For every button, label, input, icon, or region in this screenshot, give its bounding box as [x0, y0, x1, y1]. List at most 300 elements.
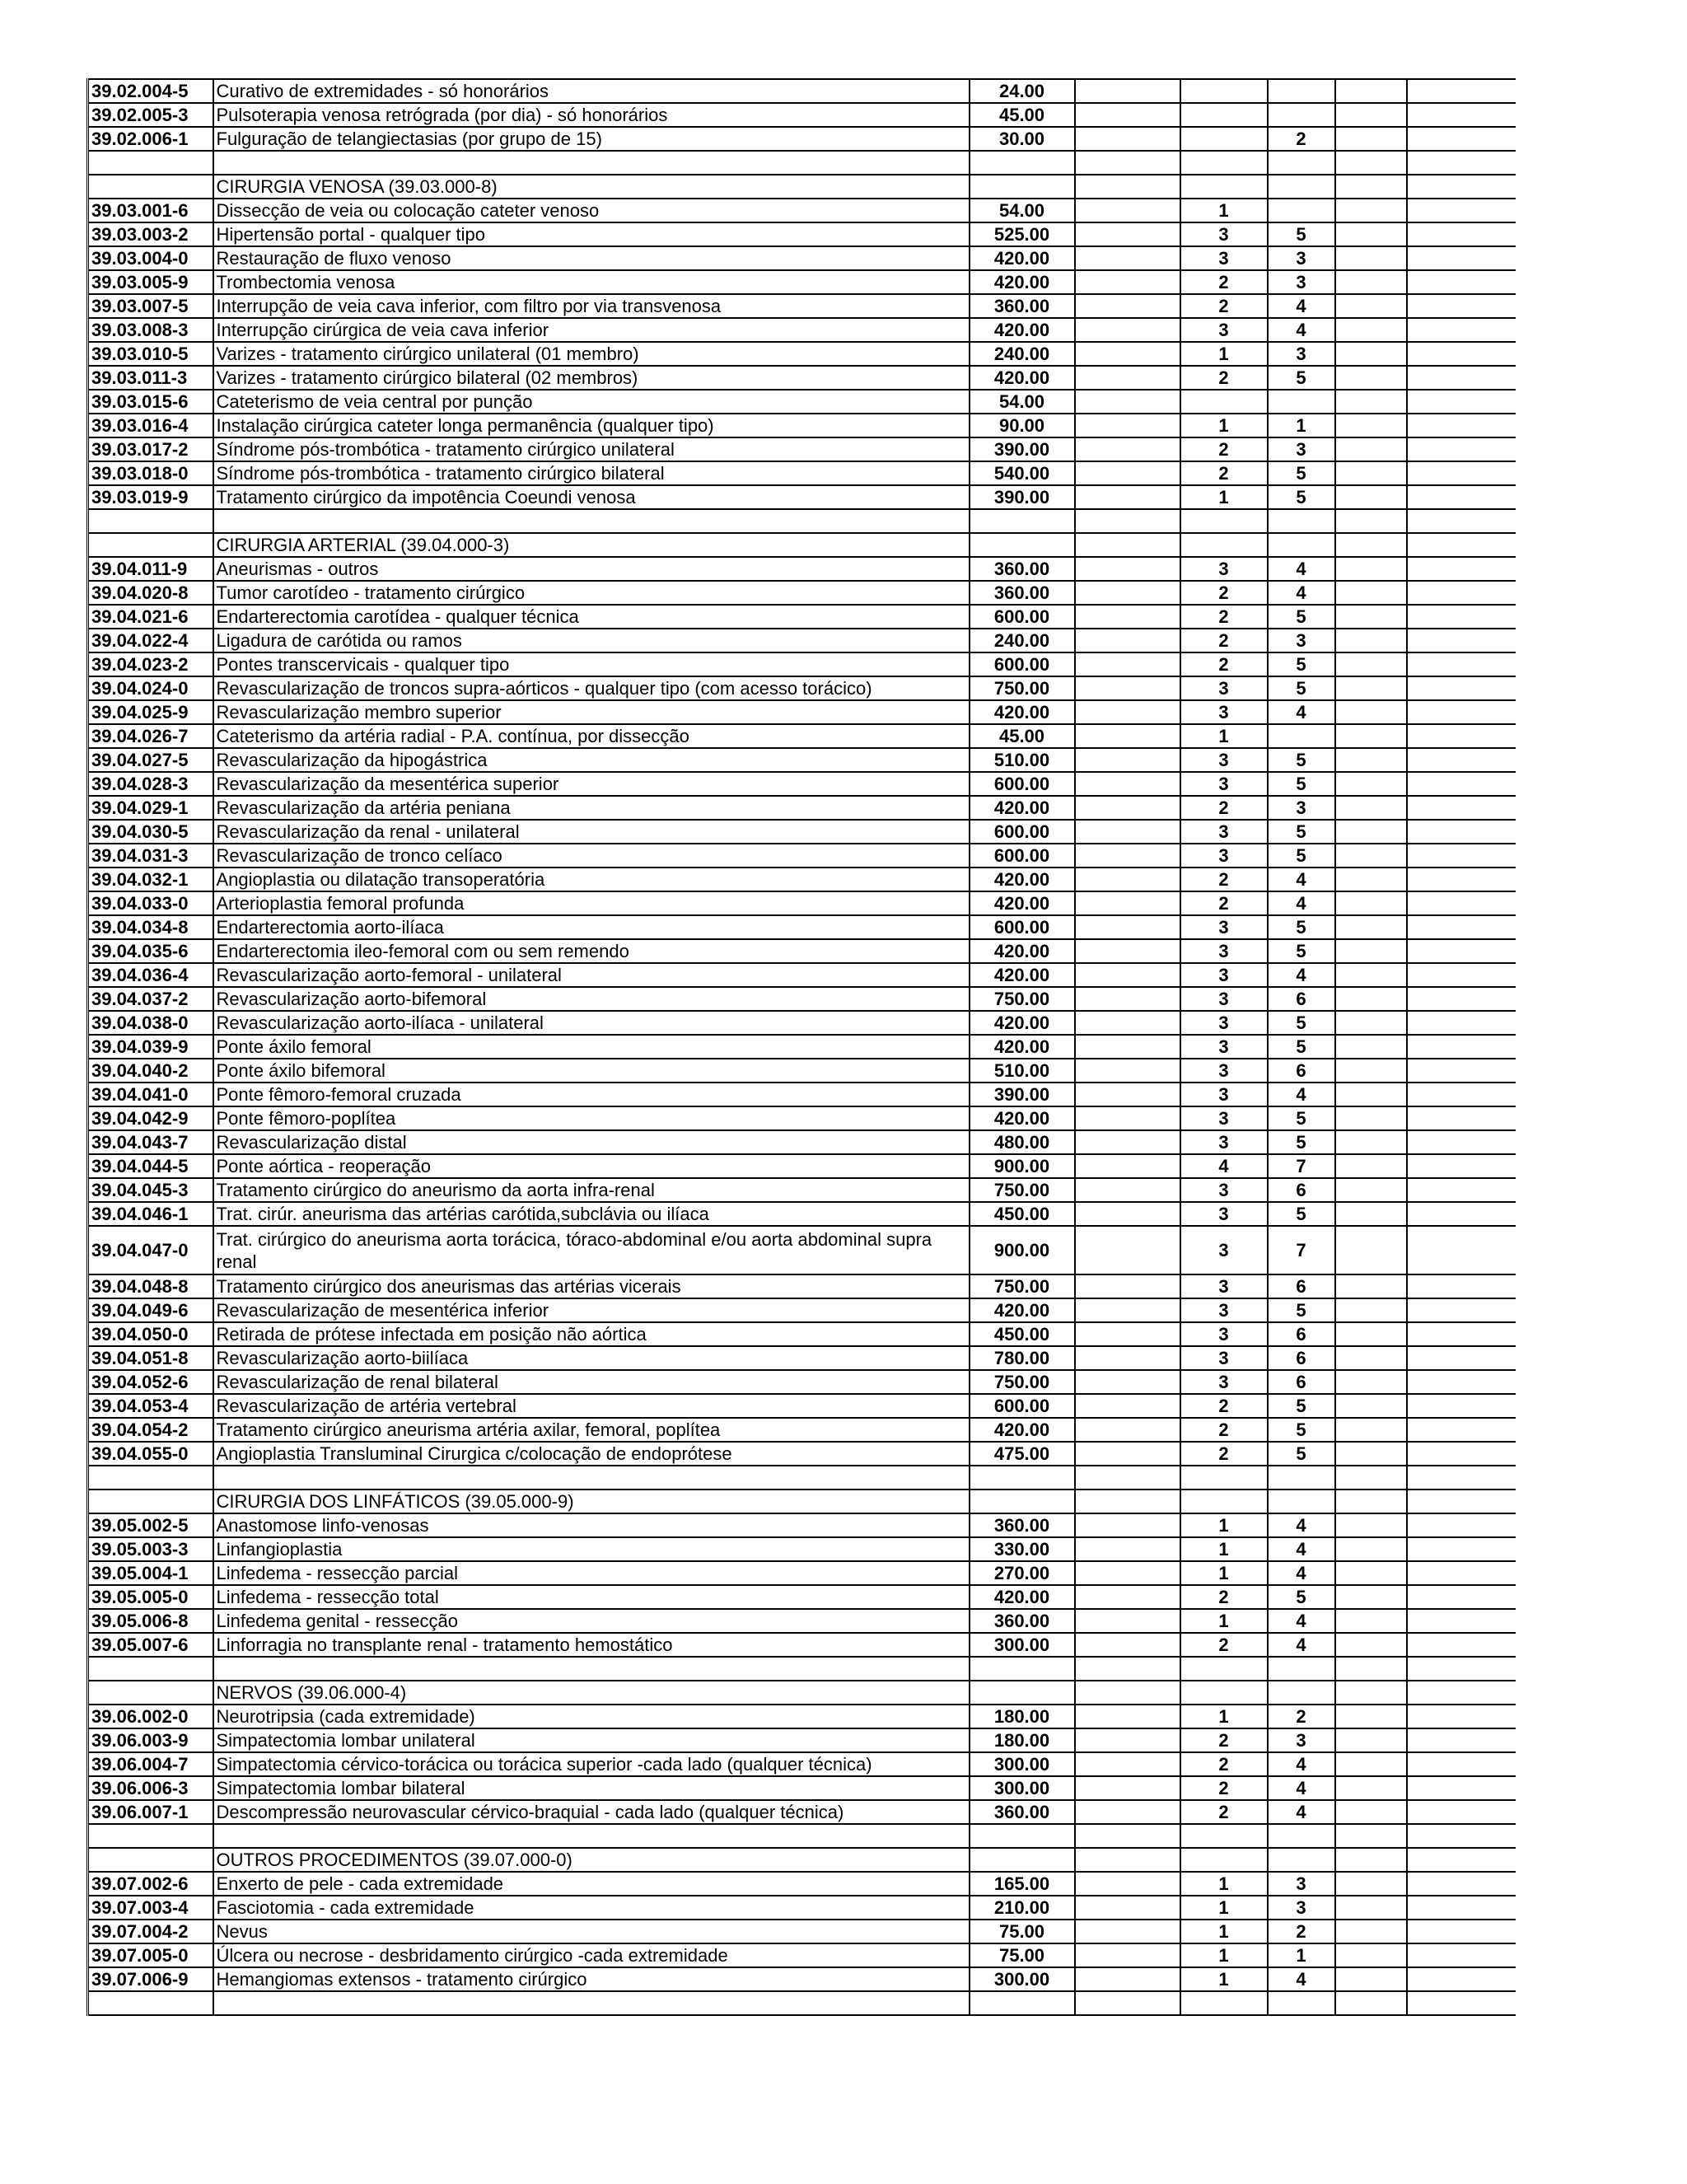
empty-cell — [1407, 1490, 1516, 1513]
table-row — [88, 1537, 1516, 1561]
empty-cell — [1407, 1920, 1516, 1943]
empty-cell — [1335, 939, 1407, 963]
auxiliaries-count: 3 — [1180, 222, 1268, 246]
anesthesia-port — [1268, 1848, 1335, 1872]
anesthesia-port: 5 — [1268, 605, 1335, 629]
procedure-code: 39.04.046-1 — [88, 1202, 213, 1226]
auxiliaries-count: 3 — [1180, 557, 1268, 581]
extra-column-1 — [1075, 1561, 1180, 1585]
procedure-description — [213, 1466, 970, 1490]
procedure-value: 360.00 — [970, 1513, 1075, 1537]
procedure-description: Pulsoterapia venosa retrógrada (por dia) - só honorários — [213, 103, 970, 127]
extra-column-1 — [1075, 581, 1180, 605]
extra-column-1 — [1075, 1346, 1180, 1370]
empty-cell — [1335, 1991, 1407, 2015]
empty-cell — [1407, 987, 1516, 1011]
auxiliaries-count: 2 — [1180, 1800, 1268, 1824]
table-row — [88, 461, 1516, 485]
table-row — [88, 772, 1516, 796]
empty-cell — [1407, 1154, 1516, 1178]
procedure-description: Revascularização da artéria peniana — [213, 796, 970, 820]
extra-column-1 — [1075, 1490, 1180, 1513]
procedure-value: 600.00 — [970, 844, 1075, 868]
extra-column-1 — [1075, 175, 1180, 199]
anesthesia-port: 4 — [1268, 891, 1335, 915]
auxiliaries-count: 1 — [1180, 199, 1268, 222]
procedure-value: 75.00 — [970, 1943, 1075, 1967]
empty-cell — [1335, 748, 1407, 772]
empty-cell — [1407, 557, 1516, 581]
table-row — [88, 199, 1516, 222]
auxiliaries-count — [1180, 79, 1268, 103]
empty-cell — [1407, 1800, 1516, 1824]
table-row — [88, 1561, 1516, 1585]
empty-cell — [1407, 1752, 1516, 1776]
anesthesia-port — [1268, 1657, 1335, 1681]
anesthesia-port — [1268, 1490, 1335, 1513]
procedure-description: Varizes - tratamento cirúrgico unilateral (01 membro) — [213, 342, 970, 366]
auxiliaries-count: 2 — [1180, 1442, 1268, 1466]
empty-cell — [1335, 915, 1407, 939]
auxiliaries-count: 2 — [1180, 1418, 1268, 1442]
procedure-description: Aneurismas - outros — [213, 557, 970, 581]
table-row — [88, 676, 1516, 700]
empty-cell — [1335, 820, 1407, 844]
procedure-description: Tratamento cirúrgico dos aneurismas das artérias vicerais — [213, 1274, 970, 1298]
anesthesia-port: 4 — [1268, 1800, 1335, 1824]
procedure-value: 420.00 — [970, 318, 1075, 342]
section-title: CIRURGIA VENOSA (39.03.000-8) — [213, 175, 970, 199]
anesthesia-port: 4 — [1268, 318, 1335, 342]
table-row — [88, 868, 1516, 891]
procedure-description: Simpatectomia lombar bilateral — [213, 1776, 970, 1800]
anesthesia-port: 5 — [1268, 844, 1335, 868]
procedure-description: Revascularização de artéria vertebral — [213, 1394, 970, 1418]
empty-cell — [1335, 1370, 1407, 1394]
auxiliaries-count: 3 — [1180, 1226, 1268, 1274]
extra-column-1 — [1075, 772, 1180, 796]
empty-cell — [1335, 1154, 1407, 1178]
empty-cell — [1407, 1728, 1516, 1752]
auxiliaries-count: 1 — [1180, 1705, 1268, 1728]
procedure-code: 39.07.002-6 — [88, 1872, 213, 1896]
anesthesia-port: 3 — [1268, 270, 1335, 294]
auxiliaries-count: 1 — [1180, 1920, 1268, 1943]
extra-column-1 — [1075, 103, 1180, 127]
empty-cell — [1407, 270, 1516, 294]
auxiliaries-count: 2 — [1180, 1585, 1268, 1609]
procedure-description: Neurotripsia (cada extremidade) — [213, 1705, 970, 1728]
empty-cell — [1407, 1011, 1516, 1035]
auxiliaries-count: 3 — [1180, 318, 1268, 342]
table-row — [88, 1178, 1516, 1202]
table-row — [88, 1776, 1516, 1800]
empty-cell — [1407, 1681, 1516, 1705]
table-row — [88, 987, 1516, 1011]
procedure-value: 240.00 — [970, 342, 1075, 366]
procedure-description: Trat. cirúrgico do aneurisma aorta torácica, tóraco-abdominal e/ou aorta abdominal supra renal — [213, 1226, 970, 1274]
table-row — [88, 1442, 1516, 1466]
anesthesia-port: 4 — [1268, 1513, 1335, 1537]
section-header-row — [88, 533, 1516, 557]
extra-column-1 — [1075, 533, 1180, 557]
procedure-code: 39.04.041-0 — [88, 1083, 213, 1106]
procedure-value — [970, 1490, 1075, 1513]
empty-cell — [1407, 127, 1516, 151]
procedure-value: 300.00 — [970, 1752, 1075, 1776]
extra-column-1 — [1075, 1752, 1180, 1776]
extra-column-1 — [1075, 509, 1180, 533]
empty-cell — [1407, 366, 1516, 390]
auxiliaries-count — [1180, 533, 1268, 557]
empty-cell — [1335, 222, 1407, 246]
anesthesia-port: 4 — [1268, 1083, 1335, 1106]
procedure-code: 39.03.003-2 — [88, 222, 213, 246]
blank-row — [88, 1991, 1516, 2015]
table-row — [88, 1728, 1516, 1752]
empty-cell — [1335, 294, 1407, 318]
procedure-code: 39.04.052-6 — [88, 1370, 213, 1394]
empty-cell — [1335, 1824, 1407, 1848]
empty-cell — [1335, 1178, 1407, 1202]
anesthesia-port: 3 — [1268, 1728, 1335, 1752]
empty-cell — [1407, 1083, 1516, 1106]
procedure-value: 600.00 — [970, 605, 1075, 629]
table-row — [88, 844, 1516, 868]
empty-cell — [1407, 1322, 1516, 1346]
procedure-value: 450.00 — [970, 1202, 1075, 1226]
auxiliaries-count: 3 — [1180, 1322, 1268, 1346]
empty-cell — [1335, 1035, 1407, 1059]
empty-cell — [1335, 868, 1407, 891]
table-row — [88, 915, 1516, 939]
procedure-code: 39.03.017-2 — [88, 437, 213, 461]
anesthesia-port — [1268, 79, 1335, 103]
auxiliaries-count — [1180, 103, 1268, 127]
procedure-value: 360.00 — [970, 294, 1075, 318]
procedure-value: 165.00 — [970, 1872, 1075, 1896]
auxiliaries-count: 2 — [1180, 294, 1268, 318]
procedure-description: Tratamento cirúrgico do aneurismo da aorta infra-renal — [213, 1178, 970, 1202]
anesthesia-port: 4 — [1268, 1633, 1335, 1657]
empty-cell — [1335, 1442, 1407, 1466]
extra-column-1 — [1075, 1202, 1180, 1226]
empty-cell — [1335, 1394, 1407, 1418]
empty-cell — [1335, 844, 1407, 868]
anesthesia-port — [1268, 103, 1335, 127]
extra-column-1 — [1075, 1130, 1180, 1154]
empty-cell — [1335, 1059, 1407, 1083]
auxiliaries-count: 2 — [1180, 1776, 1268, 1800]
anesthesia-port — [1268, 199, 1335, 222]
procedure-code — [88, 509, 213, 533]
auxiliaries-count — [1180, 1681, 1268, 1705]
anesthesia-port: 6 — [1268, 1059, 1335, 1083]
empty-cell — [1335, 1681, 1407, 1705]
procedure-description: Síndrome pós-trombótica - tratamento cirúrgico bilateral — [213, 461, 970, 485]
procedure-value: 420.00 — [970, 939, 1075, 963]
empty-cell — [1335, 1943, 1407, 1967]
procedure-code: 39.04.025-9 — [88, 700, 213, 724]
table-row — [88, 1130, 1516, 1154]
empty-cell — [1335, 1466, 1407, 1490]
procedure-value: 45.00 — [970, 724, 1075, 748]
extra-column-1 — [1075, 437, 1180, 461]
procedure-value: 525.00 — [970, 222, 1075, 246]
anesthesia-port: 4 — [1268, 1561, 1335, 1585]
table-row — [88, 294, 1516, 318]
anesthesia-port: 5 — [1268, 652, 1335, 676]
procedure-value: 750.00 — [970, 1370, 1075, 1394]
empty-cell — [1335, 1896, 1407, 1920]
procedure-value: 180.00 — [970, 1728, 1075, 1752]
auxiliaries-count: 1 — [1180, 414, 1268, 437]
table-row — [88, 652, 1516, 676]
extra-column-1 — [1075, 724, 1180, 748]
empty-cell — [1335, 199, 1407, 222]
extra-column-1 — [1075, 1657, 1180, 1681]
table-row — [88, 1346, 1516, 1370]
extra-column-1 — [1075, 796, 1180, 820]
auxiliaries-count: 2 — [1180, 652, 1268, 676]
procedure-description: Revascularização distal — [213, 1130, 970, 1154]
extra-column-1 — [1075, 485, 1180, 509]
procedure-code: 39.03.010-5 — [88, 342, 213, 366]
empty-cell — [1335, 1106, 1407, 1130]
empty-cell — [1335, 270, 1407, 294]
auxiliaries-count — [1180, 1466, 1268, 1490]
procedure-description: Hemangiomas extensos - tratamento cirúrgico — [213, 1967, 970, 1991]
section-title: CIRURGIA DOS LINFÁTICOS (39.05.000-9) — [213, 1490, 970, 1513]
extra-column-1 — [1075, 1872, 1180, 1896]
procedure-description: Ponte aórtica - reoperação — [213, 1154, 970, 1178]
procedure-code — [88, 1681, 213, 1705]
procedure-code — [88, 533, 213, 557]
anesthesia-port: 2 — [1268, 1705, 1335, 1728]
section-header-row — [88, 1681, 1516, 1705]
procedure-description: Cateterismo da artéria radial - P.A. contínua, por dissecção — [213, 724, 970, 748]
auxiliaries-count: 1 — [1180, 1609, 1268, 1633]
empty-cell — [1407, 963, 1516, 987]
empty-cell — [1335, 151, 1407, 175]
empty-cell — [1335, 1705, 1407, 1728]
section-title: OUTROS PROCEDIMENTOS (39.07.000-0) — [213, 1848, 970, 1872]
procedure-description: Revascularização de troncos supra-aórticos - qualquer tipo (com acesso torácico) — [213, 676, 970, 700]
empty-cell — [1335, 1130, 1407, 1154]
empty-cell — [1407, 1537, 1516, 1561]
extra-column-1 — [1075, 1322, 1180, 1346]
anesthesia-port: 6 — [1268, 1346, 1335, 1370]
procedure-code: 39.06.004-7 — [88, 1752, 213, 1776]
empty-cell — [1407, 1896, 1516, 1920]
empty-cell — [1407, 151, 1516, 175]
procedure-code: 39.04.022-4 — [88, 629, 213, 652]
auxiliaries-count: 2 — [1180, 581, 1268, 605]
empty-cell — [1407, 222, 1516, 246]
procedure-value: 54.00 — [970, 390, 1075, 414]
auxiliaries-count: 1 — [1180, 485, 1268, 509]
table-row — [88, 1418, 1516, 1442]
procedure-value: 420.00 — [970, 891, 1075, 915]
empty-cell — [1407, 1346, 1516, 1370]
empty-cell — [1335, 1752, 1407, 1776]
procedure-description: Hipertensão portal - qualquer tipo — [213, 222, 970, 246]
extra-column-1 — [1075, 1442, 1180, 1466]
procedure-code: 39.04.044-5 — [88, 1154, 213, 1178]
table-row — [88, 437, 1516, 461]
table-row — [88, 414, 1516, 437]
procedure-value — [970, 533, 1075, 557]
auxiliaries-count: 3 — [1180, 1298, 1268, 1322]
procedure-code: 39.04.030-5 — [88, 820, 213, 844]
empty-cell — [1335, 652, 1407, 676]
procedure-value: 210.00 — [970, 1896, 1075, 1920]
auxiliaries-count: 3 — [1180, 1035, 1268, 1059]
empty-cell — [1407, 175, 1516, 199]
extra-column-1 — [1075, 1154, 1180, 1178]
empty-cell — [1407, 629, 1516, 652]
procedure-value: 360.00 — [970, 1800, 1075, 1824]
empty-cell — [1407, 1130, 1516, 1154]
extra-column-1 — [1075, 844, 1180, 868]
procedure-code: 39.04.035-6 — [88, 939, 213, 963]
procedure-value: 420.00 — [970, 700, 1075, 724]
procedure-value: 600.00 — [970, 772, 1075, 796]
table-row — [88, 605, 1516, 629]
empty-cell — [1335, 1800, 1407, 1824]
empty-cell — [1407, 1035, 1516, 1059]
auxiliaries-count: 1 — [1180, 1943, 1268, 1967]
empty-cell — [1407, 342, 1516, 366]
empty-cell — [1407, 318, 1516, 342]
procedure-value: 390.00 — [970, 1083, 1075, 1106]
auxiliaries-count — [1180, 127, 1268, 151]
table-row — [88, 1752, 1516, 1776]
extra-column-1 — [1075, 342, 1180, 366]
section-header-row — [88, 1848, 1516, 1872]
anesthesia-port: 6 — [1268, 1322, 1335, 1346]
anesthesia-port: 6 — [1268, 1370, 1335, 1394]
anesthesia-port: 3 — [1268, 342, 1335, 366]
procedure-value: 475.00 — [970, 1442, 1075, 1466]
empty-cell — [1407, 844, 1516, 868]
procedure-code: 39.04.055-0 — [88, 1442, 213, 1466]
empty-cell — [1335, 1872, 1407, 1896]
auxiliaries-count: 1 — [1180, 1967, 1268, 1991]
empty-cell — [1335, 1609, 1407, 1633]
extra-column-1 — [1075, 676, 1180, 700]
procedure-description: Angioplastia ou dilatação transoperatória — [213, 868, 970, 891]
procedure-description: Ligadura de carótida ou ramos — [213, 629, 970, 652]
procedure-code — [88, 1848, 213, 1872]
procedure-description: Revascularização aorto-femoral - unilateral — [213, 963, 970, 987]
procedure-value — [970, 509, 1075, 533]
anesthesia-port: 5 — [1268, 1011, 1335, 1035]
table-row — [88, 1059, 1516, 1083]
empty-cell — [1407, 79, 1516, 103]
procedure-code: 39.03.011-3 — [88, 366, 213, 390]
extra-column-1 — [1075, 246, 1180, 270]
procedure-code: 39.05.003-3 — [88, 1537, 213, 1561]
blank-row — [88, 1657, 1516, 1681]
empty-cell — [1407, 1561, 1516, 1585]
table-row — [88, 1011, 1516, 1035]
procedure-description: Restauração de fluxo venoso — [213, 246, 970, 270]
anesthesia-port: 3 — [1268, 1896, 1335, 1920]
table-row — [88, 127, 1516, 151]
procedure-value — [970, 1466, 1075, 1490]
table-row — [88, 939, 1516, 963]
table-row — [88, 1154, 1516, 1178]
extra-column-1 — [1075, 1800, 1180, 1824]
empty-cell — [1335, 342, 1407, 366]
procedure-code: 39.04.026-7 — [88, 724, 213, 748]
extra-column-1 — [1075, 1513, 1180, 1537]
procedure-description: Retirada de prótese infectada em posição não aórtica — [213, 1322, 970, 1346]
procedure-description: Linfedema - ressecção parcial — [213, 1561, 970, 1585]
anesthesia-port: 3 — [1268, 796, 1335, 820]
table-row — [88, 270, 1516, 294]
empty-cell — [1407, 868, 1516, 891]
procedure-description: Arterioplastia femoral profunda — [213, 891, 970, 915]
extra-column-1 — [1075, 318, 1180, 342]
empty-cell — [1335, 1967, 1407, 1991]
procedure-code — [88, 1824, 213, 1848]
extra-column-1 — [1075, 1776, 1180, 1800]
procedure-description: Revascularização de mesentérica inferior — [213, 1298, 970, 1322]
empty-cell — [1407, 1705, 1516, 1728]
procedure-description: Revascularização aorto-biilíaca — [213, 1346, 970, 1370]
table-row — [88, 820, 1516, 844]
empty-cell — [1335, 246, 1407, 270]
table-row — [88, 891, 1516, 915]
procedure-value — [970, 1848, 1075, 1872]
anesthesia-port: 5 — [1268, 461, 1335, 485]
procedure-value: 420.00 — [970, 366, 1075, 390]
procedure-description: Endarterectomia ileo-femoral com ou sem remendo — [213, 939, 970, 963]
auxiliaries-count: 1 — [1180, 1537, 1268, 1561]
procedure-description: Úlcera ou necrose - desbridamento cirúrgico -cada extremidade — [213, 1943, 970, 1967]
auxiliaries-count: 3 — [1180, 1083, 1268, 1106]
anesthesia-port: 5 — [1268, 366, 1335, 390]
procedure-code: 39.04.050-0 — [88, 1322, 213, 1346]
empty-cell — [1407, 437, 1516, 461]
anesthesia-port: 4 — [1268, 1776, 1335, 1800]
procedure-description: Revascularização aorto-ilíaca - unilateral — [213, 1011, 970, 1035]
procedure-description: Descompressão neurovascular cérvico-braquial - cada lado (qualquer técnica) — [213, 1800, 970, 1824]
procedure-code — [88, 1657, 213, 1681]
procedure-code: 39.04.039-9 — [88, 1035, 213, 1059]
table-row — [88, 1202, 1516, 1226]
auxiliaries-count: 3 — [1180, 1106, 1268, 1130]
empty-cell — [1407, 1178, 1516, 1202]
empty-cell — [1407, 509, 1516, 533]
empty-cell — [1335, 605, 1407, 629]
procedure-description — [213, 1824, 970, 1848]
procedure-code: 39.07.003-4 — [88, 1896, 213, 1920]
extra-column-1 — [1075, 629, 1180, 652]
extra-column-1 — [1075, 366, 1180, 390]
auxiliaries-count: 3 — [1180, 844, 1268, 868]
extra-column-1 — [1075, 1466, 1180, 1490]
procedure-code: 39.02.004-5 — [88, 79, 213, 103]
procedure-code: 39.06.007-1 — [88, 1800, 213, 1824]
empty-cell — [1407, 461, 1516, 485]
empty-cell — [1335, 1274, 1407, 1298]
procedure-value: 540.00 — [970, 461, 1075, 485]
procedure-code: 39.04.053-4 — [88, 1394, 213, 1418]
procedure-value — [970, 1824, 1075, 1848]
